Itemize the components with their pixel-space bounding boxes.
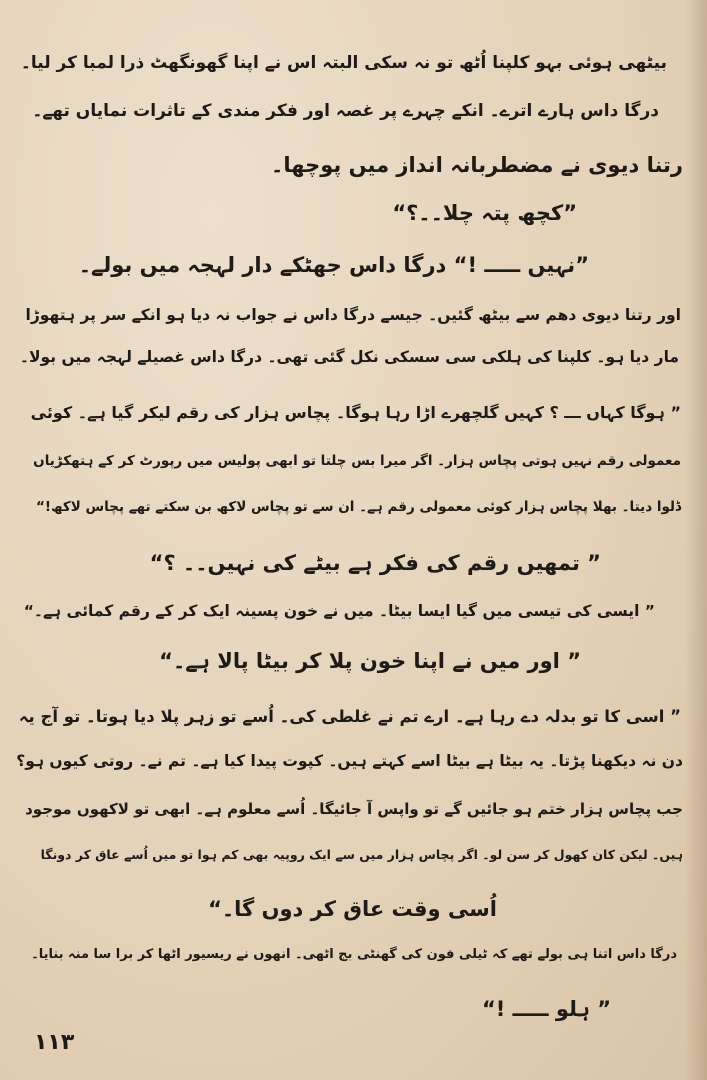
text-line: جب پچاس ہزار ختم ہو جائیں گے تو واپس آ جائیگا۔ اُسے معلوم ہے۔ ابھی تو لاکھوں موجود [25, 800, 683, 818]
text-line: ” ایسی کی تیسی میں گیا ایسا بیٹا۔ میں نے خون پسینہ ایک کر کے رقم کمائی ہے۔“ [23, 602, 655, 620]
text-line: ڈلوا دیتا۔ بھلا پچاس ہزار کوئی معمولی رقم ہے۔ ان سے تو پچاس لاکھ بن سکتے تھے پچاس لاکھ!“ [36, 499, 681, 515]
text-line: رتنا دیوی نے مضطربانہ انداز میں پوچھا۔ [271, 153, 683, 177]
text-line: معمولی رقم نہیں ہوتی پچاس ہزار۔ اگر میرا بس چلتا تو ابھی پولیس میں رپورٹ کر کے ہتھکڑیاں [33, 453, 681, 469]
text-line: مار دیا ہو۔ کلپنا کی ہلکی سی سسکی نکل گئی تھی۔ درگا داس غصیلے لہجہ میں بولا۔ [19, 348, 679, 366]
text-line: اور رتنا دیوی دھم سے بیٹھ گئیں۔ جیسے درگا داس نے جواب نہ دیا ہو انکے سر پر ہتھوڑا [25, 306, 681, 324]
text-line: ”نہیں ـــــ !“ درگا داس جھٹکے دار لہجہ میں بولے۔ [78, 253, 589, 277]
text-line: بیٹھی ہوئی بہو کلپنا اُٹھ تو نہ سکی البتہ اس نے اپنا گھونگھٹ ذرا لمبا کر لیا۔ [20, 53, 667, 73]
text-line: درگا داس اتنا ہی بولے تھے کہ ٹیلی فون کی گھنٹی بج اٹھی۔ انھوں نے ریسیور اٹھا کر برا سا منہ بنایا۔ [31, 947, 677, 962]
text-line: اُسی وقت عاق کر دوں گا۔“ [208, 897, 497, 921]
text-line: ”کچھ پتہ چلا۔۔؟“ [392, 201, 577, 225]
text-line: ہیں۔ لیکن کان کھول کر سن لو۔ اگر پچاس ہزار میں سے ایک روپیہ بھی کم ہوا تو میں اُسے عاق کر دونگا [40, 847, 683, 862]
text-line: ” اسی کا تو بدلہ دے رہا ہے۔ ارے تم نے غلطی کی۔ اُسے تو زہر پلا دیا ہوتا۔ تو آج یہ [18, 707, 681, 726]
page-edge-shadow [685, 0, 707, 1080]
text-line: ” تمھیں رقم کی فکر ہے بیٹے کی نہیں۔۔ ؟“ [149, 551, 601, 575]
page-number: ۱۱۳ [34, 1030, 75, 1055]
text-line: ” ہوگا کہاں ـــ ؟ کہیں گلچھرے اڑا رہا ہوگا۔ پچاس ہزار کی رقم لیکر گیا ہے۔ کوئی [30, 403, 681, 422]
text-line: دن نہ دیکھنا پڑتا۔ یہ بیٹا ہے بیٹا اسے کہتے ہیں۔ کپوت پیدا کیا ہے۔ تم نے۔ روتی کیوں ہو؟ [16, 752, 683, 770]
text-line: ” اور میں نے اپنا خون پلا کر بیٹا پالا ہے۔“ [159, 649, 581, 673]
text-line: ” ہلو ـــــ !“ [481, 997, 611, 1021]
text-line: درگا داس ہارے اترے۔ انکے چہرے پر غصہ اور فکر مندی کے تاثرات نمایاں تھے۔ [32, 101, 659, 121]
